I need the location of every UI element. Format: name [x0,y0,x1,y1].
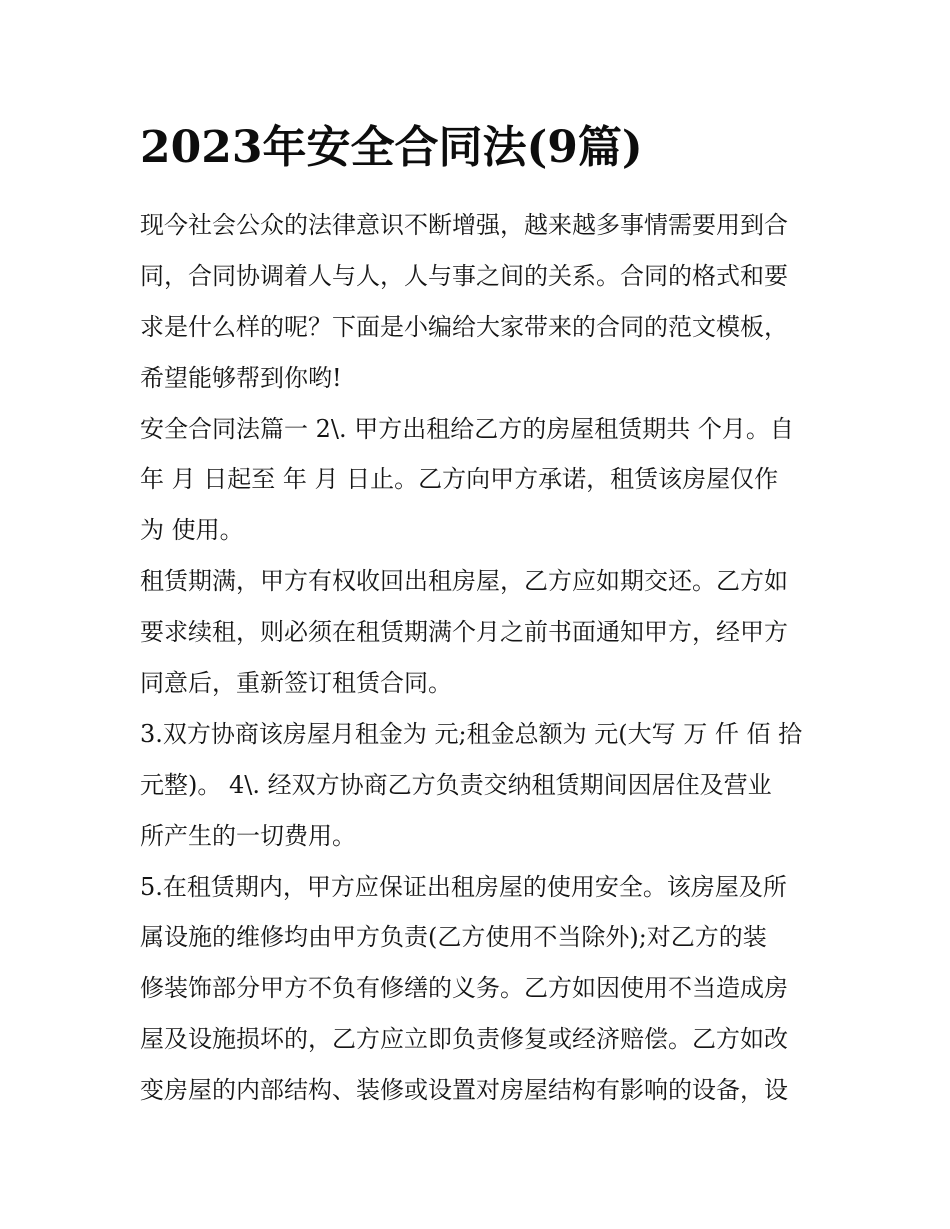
document-body [140,200,820,1116]
text-line: 属设施的维修均由甲方负责(乙方使用不当除外);对乙方的装 [140,923,767,952]
document-title: 2023年安全合同法(9篇) [140,122,643,173]
text-line: 年 月 日起至 年 月 日止。乙方向甲方承诺，租赁该房屋仅作 [140,465,779,494]
text-line: 修装饰部分甲方不负有修缮的义务。乙方如因使用不当造成房 [140,974,788,1003]
text-line: 3.双方协商该房屋月租金为 元;租金总额为 元(大写 万 仟 佰 拾 [140,719,803,748]
text-line: 同，合同协调着人与人，人与事之间的关系。合同的格式和要 [140,261,788,290]
text-line: 求是什么样的呢？下面是小编给大家带来的合同的范文模板， [140,312,788,341]
text-line: 要求续租，则必须在租赁期满个月之前书面通知甲方，经甲方 [140,618,788,647]
text-line: 为 使用。 [140,516,244,545]
text-line: 屋及设施损坏的，乙方应立即负责修复或经济赔偿。乙方如改 [140,1025,788,1054]
text-line: 现今社会公众的法律意识不断增强，越来越多事情需要用到合 [140,211,788,239]
text-line: 元整)。 4\. 经双方协商乙方负责交纳租赁期间因居住及营业 [140,770,772,799]
text-line: 所产生的一切费用。 [140,821,356,850]
text-line: 希望能够帮到你哟! [140,363,342,392]
text-line: 同意后，重新签订租赁合同。 [140,669,452,698]
text-line: 5.在租赁期内，甲方应保证出租房屋的使用安全。该房屋及所 [140,872,787,901]
text-line: 租赁期满，甲方有权收回出租房屋，乙方应如期交还。乙方如 [140,567,788,596]
text-line: 变房屋的内部结构、装修或设置对房屋结构有影响的设备，设 [140,1076,788,1105]
text-line: 安全合同法篇一 2\. 甲方出租给乙方的房屋租赁期共 个月。自 [140,414,794,443]
